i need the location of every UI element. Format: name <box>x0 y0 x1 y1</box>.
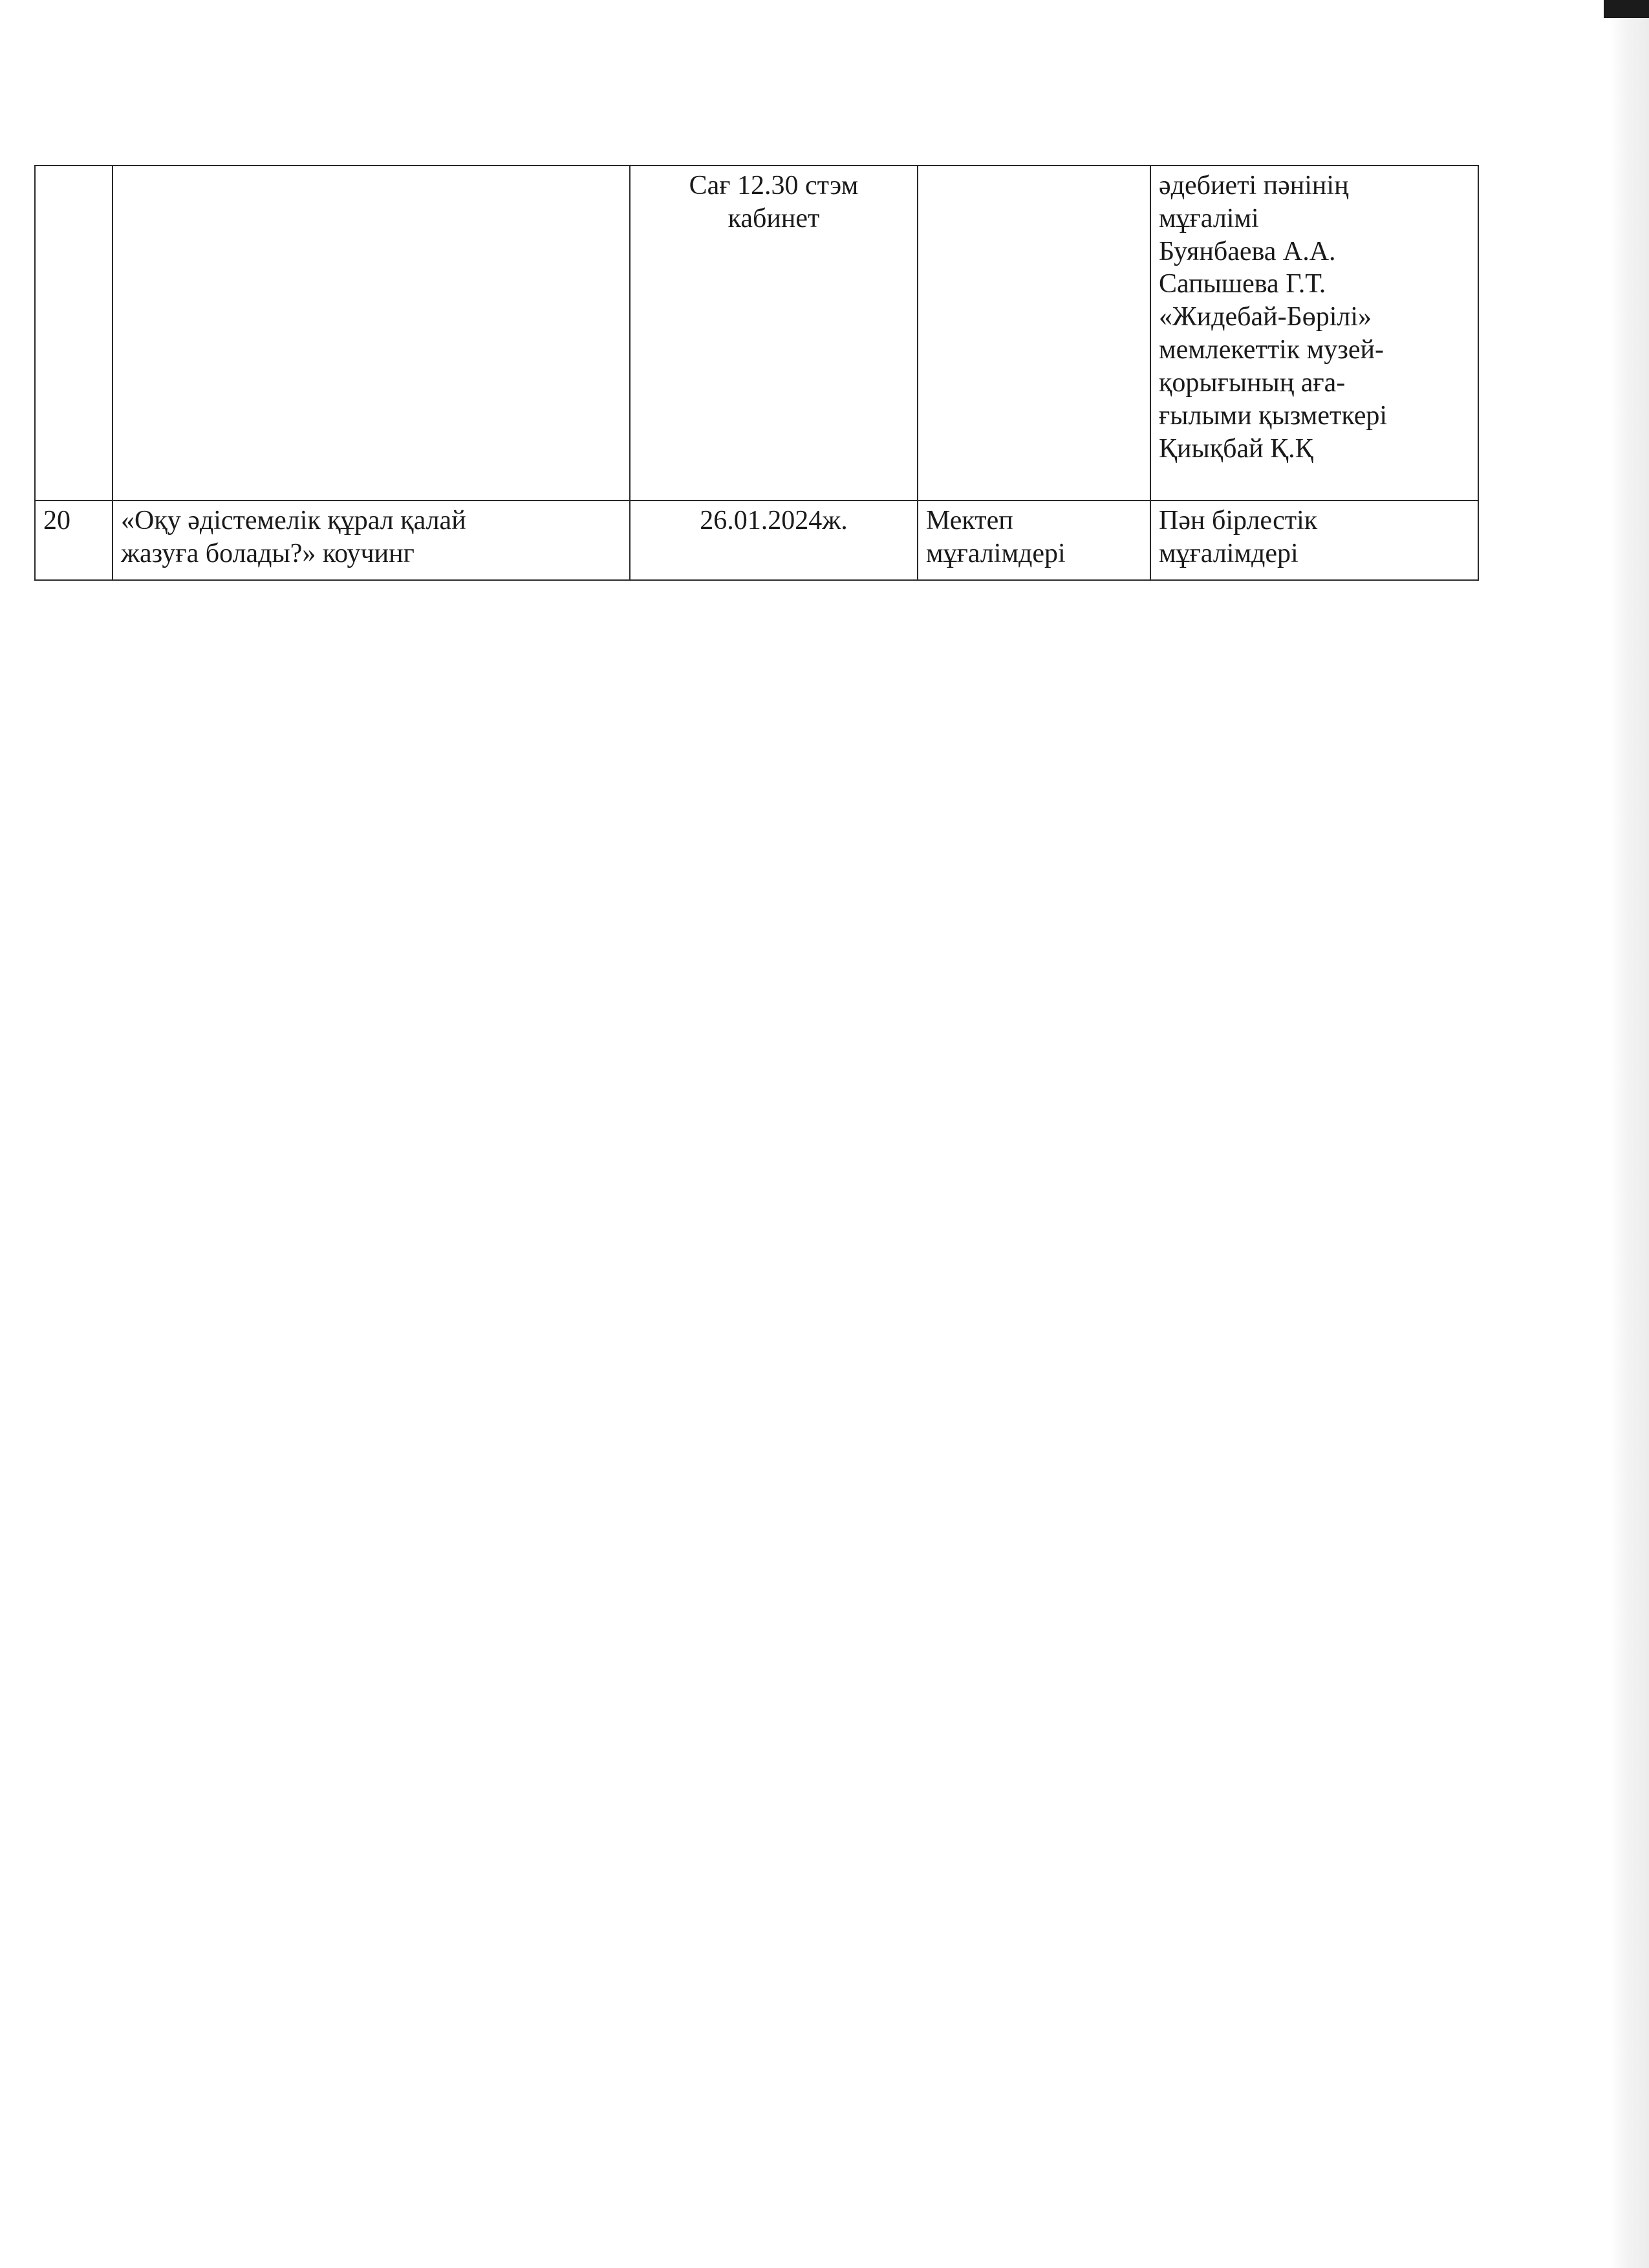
row-number-cell <box>35 166 113 501</box>
responsible-line: әдебиеті пәнінің <box>1159 171 1349 200</box>
event-plan-table <box>34 165 1479 581</box>
topic-line: «Оқу әдістемелік құрал қалай <box>121 506 466 535</box>
topic-line: жазуға болады?» коучинг <box>121 538 415 568</box>
responsible-cell <box>1150 166 1478 501</box>
responsible-cell <box>1150 501 1478 580</box>
responsible-line: Пән бірлестік <box>1159 506 1318 535</box>
scan-corner-mark <box>1604 0 1649 18</box>
location-line: кабинет <box>727 203 820 233</box>
event-date: 26.01.2024ж. <box>700 506 848 535</box>
responsible-line: мемлекеттік музей- <box>1159 335 1384 365</box>
responsible-line: ғылыми қызметкері <box>1159 400 1388 431</box>
row-number: 20 <box>43 506 70 535</box>
topic-cell <box>113 501 630 580</box>
responsible-line: қорығының аға- <box>1159 367 1346 398</box>
topic-cell <box>113 166 630 501</box>
time-location-cell <box>630 166 918 501</box>
responsible-line: мұғалімдері <box>1159 538 1299 568</box>
participants-line: мұғалімдері <box>926 538 1066 568</box>
responsible-line: «Жидебай-Бөрілі» <box>1159 302 1372 332</box>
row-number-cell <box>35 501 113 580</box>
table-row <box>35 166 1478 501</box>
participants-cell <box>918 501 1150 580</box>
responsible-line: Сапышева Г.Т. <box>1159 269 1326 299</box>
responsible-line: мұғалімі <box>1159 203 1259 233</box>
date-cell <box>630 501 918 580</box>
participants-cell <box>918 166 1150 501</box>
table-row <box>35 501 1478 580</box>
scan-edge-shadow <box>1610 0 1649 2268</box>
responsible-line: Қиықбай Қ.Қ <box>1159 433 1313 464</box>
time-line: Сағ 12.30 стэм <box>689 171 859 200</box>
participants-line: Мектеп <box>926 506 1013 535</box>
responsible-line: Буянбаева А.А. <box>1159 236 1336 266</box>
